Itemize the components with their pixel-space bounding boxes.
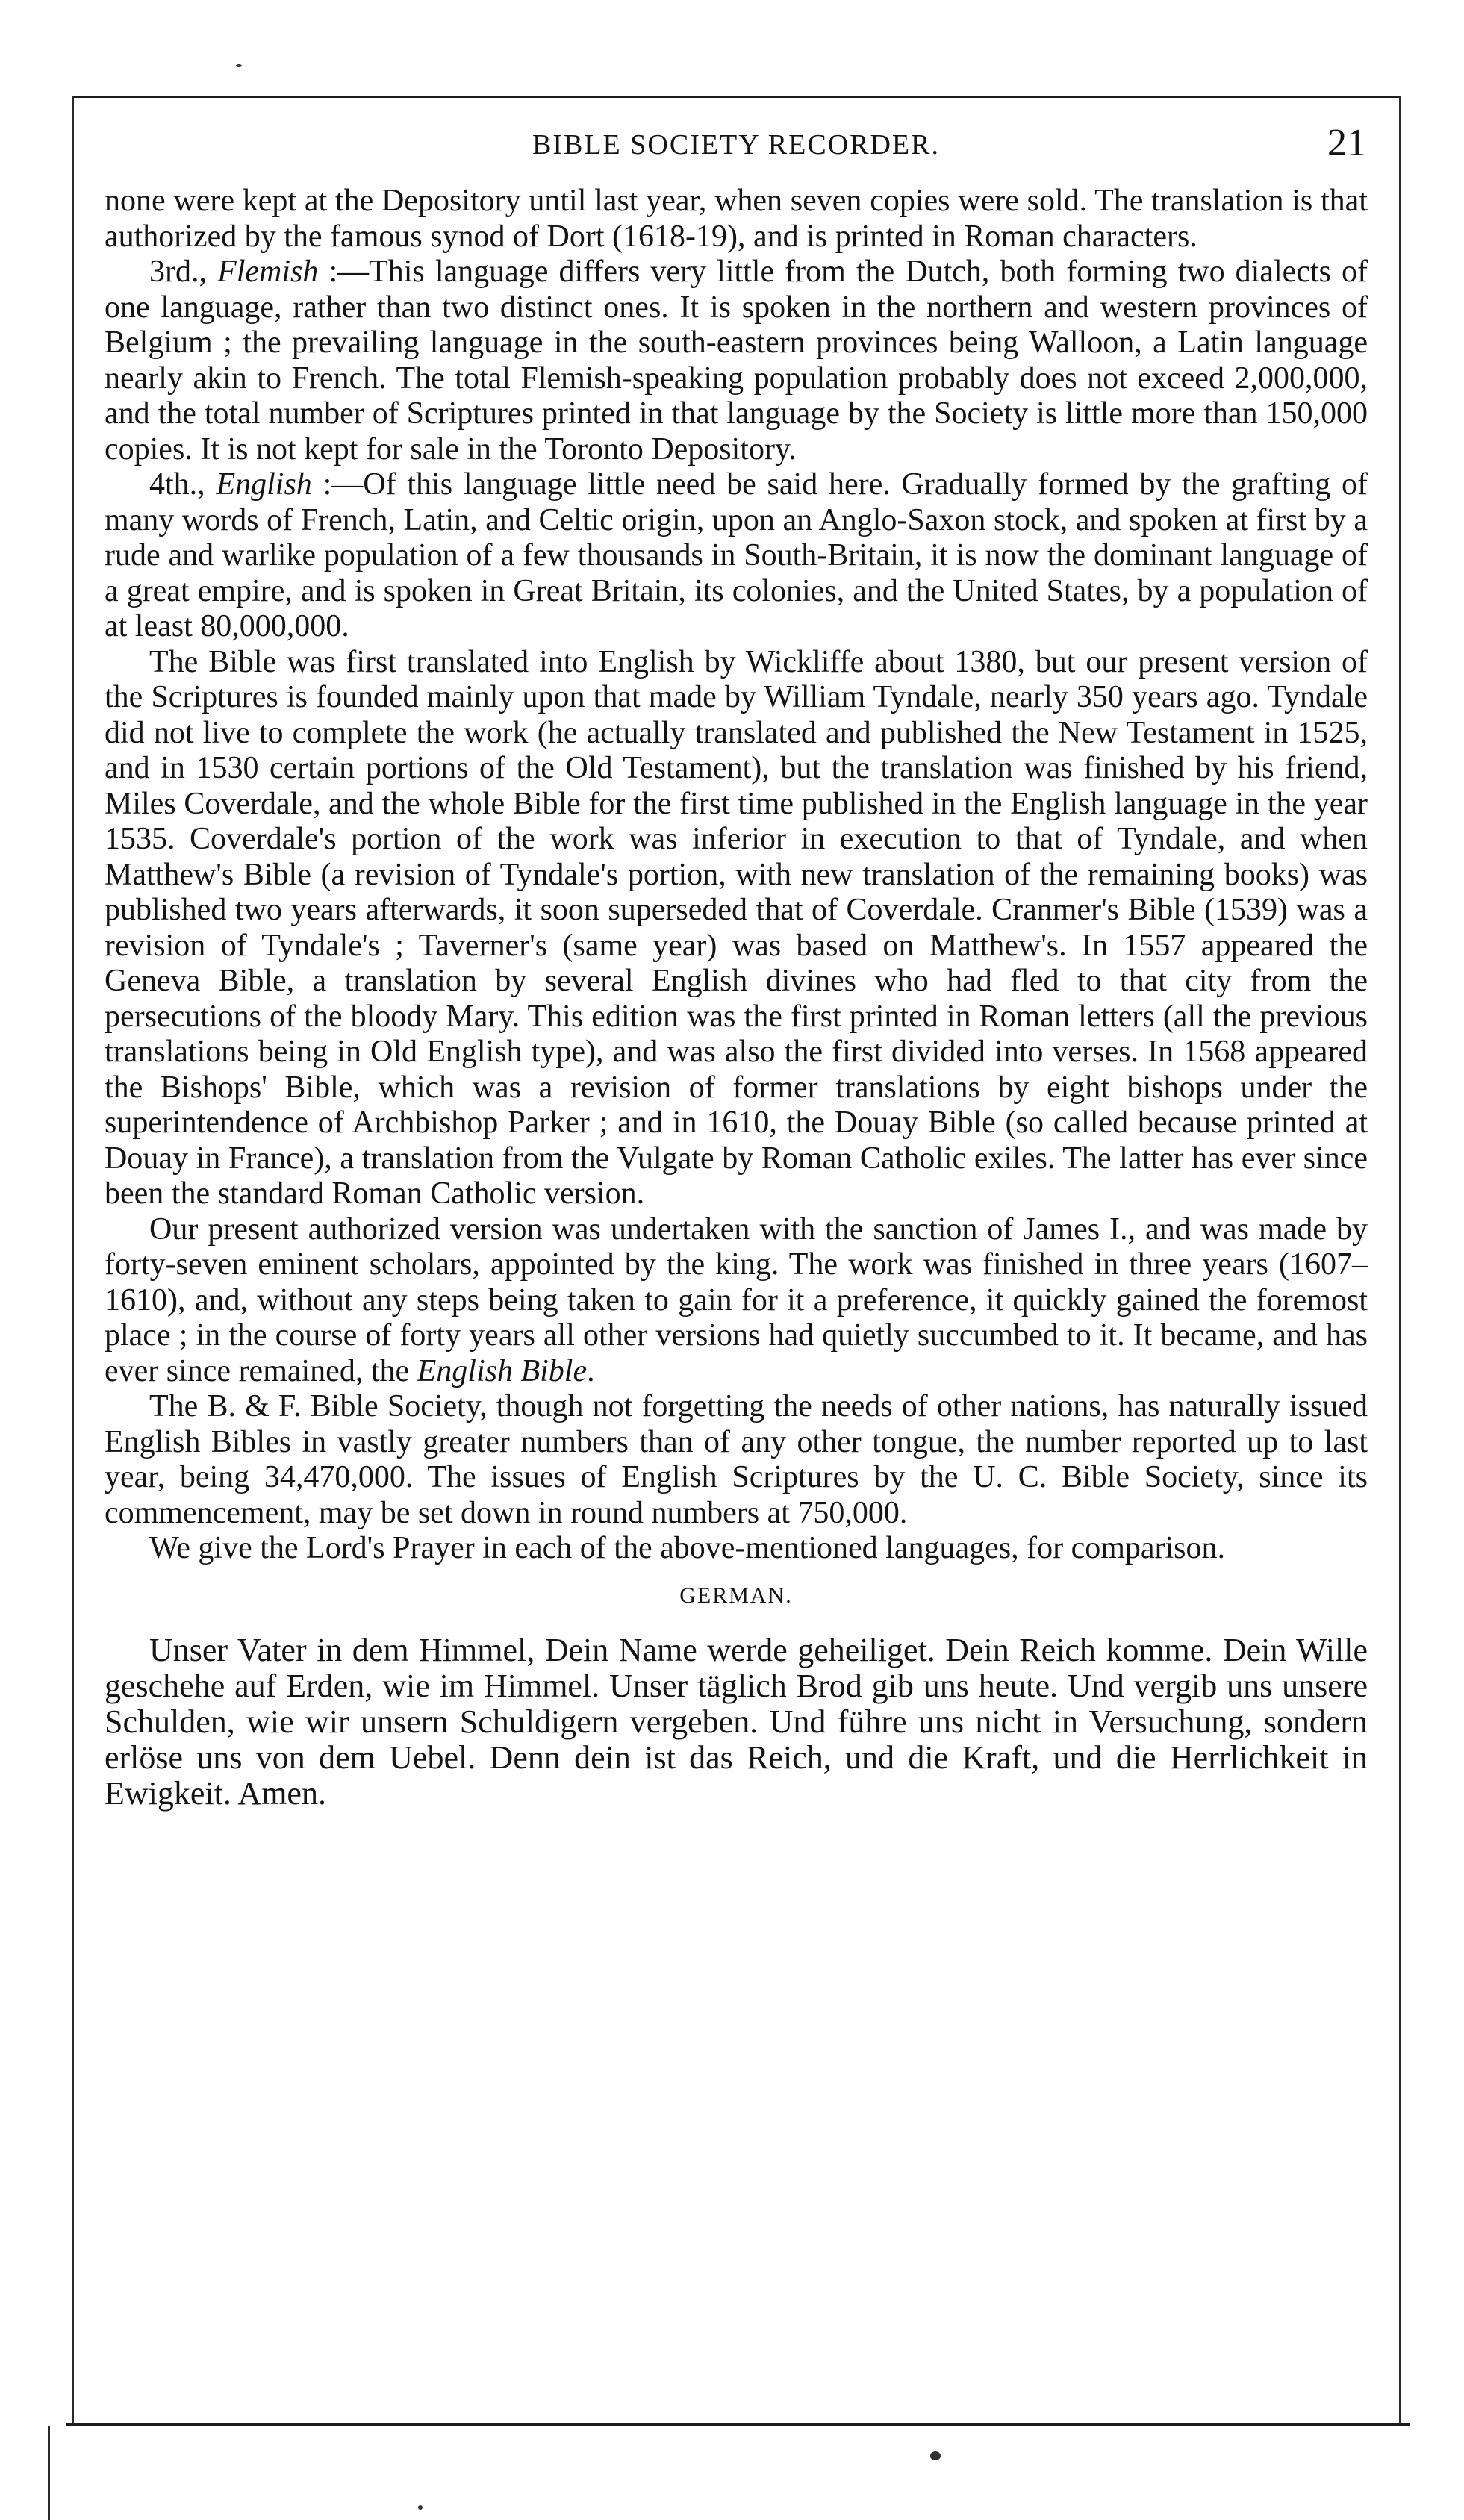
paragraph-lords-prayer-intro [105, 1531, 1368, 1567]
german-prayer [105, 1632, 1368, 1812]
section-heading-german: GERMAN. [679, 1582, 793, 1608]
language-label-english: English [216, 467, 312, 502]
paragraph-prefix: 3rd., [149, 255, 218, 289]
paragraph-bible-history [105, 645, 1368, 1212]
paragraph-bible-society-issues [105, 1389, 1368, 1531]
paragraph-suffix: . [587, 1353, 595, 1388]
page-border-bottom [66, 2423, 1410, 2426]
paragraph-authorized-version [105, 1212, 1368, 1390]
running-title: BIBLE SOCIETY RECORDER. [532, 129, 940, 160]
body-text [105, 184, 1368, 1567]
paragraph-text: The B. & F. Bible Society, though not forgetting the needs of other nations, has naturally issued English Bibles in vastly greater numbers than of any other tongue, the number reported up to last year, being 34,470,000. The issues of English Scriptures by the U. C. Bible Society, since its commencement, may be set down in round numbers at 750,000. [105, 1389, 1368, 1530]
paragraph-prefix: 4th., [149, 467, 217, 502]
paragraph-english [105, 467, 1368, 645]
document-page [105, 119, 1368, 1812]
page-number: 21 [1327, 122, 1366, 164]
paragraph-text: :—Of this language little need be said here. Gradually formed by the grafting of many words of French, Latin, and Celtic origin, upon an Anglo-Saxon stock, and spoken at first by a rude and warlike population of a few thousands in South-Britain, it is now the dominant language of a great empire, and is spoken in Great Britain, its colonies, and the United States, by a population of at least 80,000,000. [105, 467, 1368, 643]
page-border-right [1399, 96, 1401, 2424]
paragraph-text: The Bible was first translated into English by Wickliffe about 1380, but our present version of the Scriptures is founded mainly upon that made by William Tyndale, nearly 350 years ago. Tyndale did not live to complete the work (he actually translated and published the New Testament in 1525, and in 1530 certain portions of the Old Testament), but the translation was finished by his friend, Miles Coverdale, and the whole Bible for the first time published in the English language in the year 1535. Coverdale's portion of the work was inferior in execution to that of Tyndale, and when Matthew's Bible (a revision of Tyndale's portion, with new translation of the remaining books) was published two years afterwards, it soon superseded that of Coverdale. Cranmer's Bible (1539) was a revision of Tyndale's ; Taverner's (same year) was based on Matthew's. In 1557 appeared the Geneva Bible, a translation by several English divines who had fled to that city from the persecutions of the bloody Mary. This edition was the first printed in Roman letters (all the previous translations being in Old English type), and was also the first divided into verses. In 1568 appeared the Bishops' Bible, which was a revision of former translations by eight bishops under the superintendence of Archbishop Parker ; and in 1610, the Douay Bible (so called because printed at Douay in France), a translation from the Vulgate by Roman Catholic exiles. The latter has ever since been the standard Roman Catholic version. [105, 644, 1368, 1211]
english-bible-italic: English Bible [417, 1353, 588, 1388]
language-label-flemish: Flemish [217, 255, 319, 289]
german-prayer-text: Unser Vater in dem Himmel, Dein Name werde geheiliget. Dein Reich komme. Dein Wille geschehe auf Erden, wie im Himmel. Unser täglich Brod gib uns heute. Und vergib uns unsere Schulden, wie wir unsern Schuldigern vergeben. Und führe uns nicht in Versuchung, sondern erlöse uns von dem Uebel. Denn dein ist das Reich, und die Kraft, und die Herrlichkeit in Ewigkeit. Amen. [105, 1631, 1368, 1812]
page-border-top [72, 96, 1401, 98]
paragraph-text: We give the Lord's Prayer in each of the above-mentioned languages, for comparison. [149, 1531, 1226, 1565]
page-border-left [72, 96, 74, 2424]
scan-speck [418, 2505, 423, 2510]
paragraph-dutch-continued [105, 184, 1368, 255]
scan-speck [236, 64, 242, 67]
paragraph-text: none were kept at the Depository until last year, when seven copies were sold. The translation is that authorized by the famous synod of Dort (1618-19), and is printed in Roman characters. [105, 184, 1368, 254]
page-border-left-lower [48, 2426, 50, 2520]
paragraph-flemish [105, 255, 1368, 467]
running-head [105, 119, 1368, 179]
scan-speck [930, 2451, 941, 2460]
paragraph-text: Our present authorized version was undertaken with the sanction of James I., and was made by forty-seven eminent scholars, appointed by the king. The work was finished in three years (1607–1610), and, without any steps being taken to gain for it a preference, it quickly gained the foremost place ; in the course of forty years all other versions had quietly succumbed to it. It became, and has ever since remained, the [105, 1211, 1368, 1388]
paragraph-text: :—This language differs very little from the Dutch, both forming two dialects of one language, rather than two distinct ones. It is spoken in the northern and western provinces of Belgium ; the prevailing language in the south-eastern provinces being Walloon, a Latin language nearly akin to French. The total Flemish-speaking population probably does not exceed 2,000,000, and the total number of Scriptures printed in that language by the Society is little more than 150,000 copies. It is not kept for sale in the Toronto Depository. [105, 255, 1368, 467]
